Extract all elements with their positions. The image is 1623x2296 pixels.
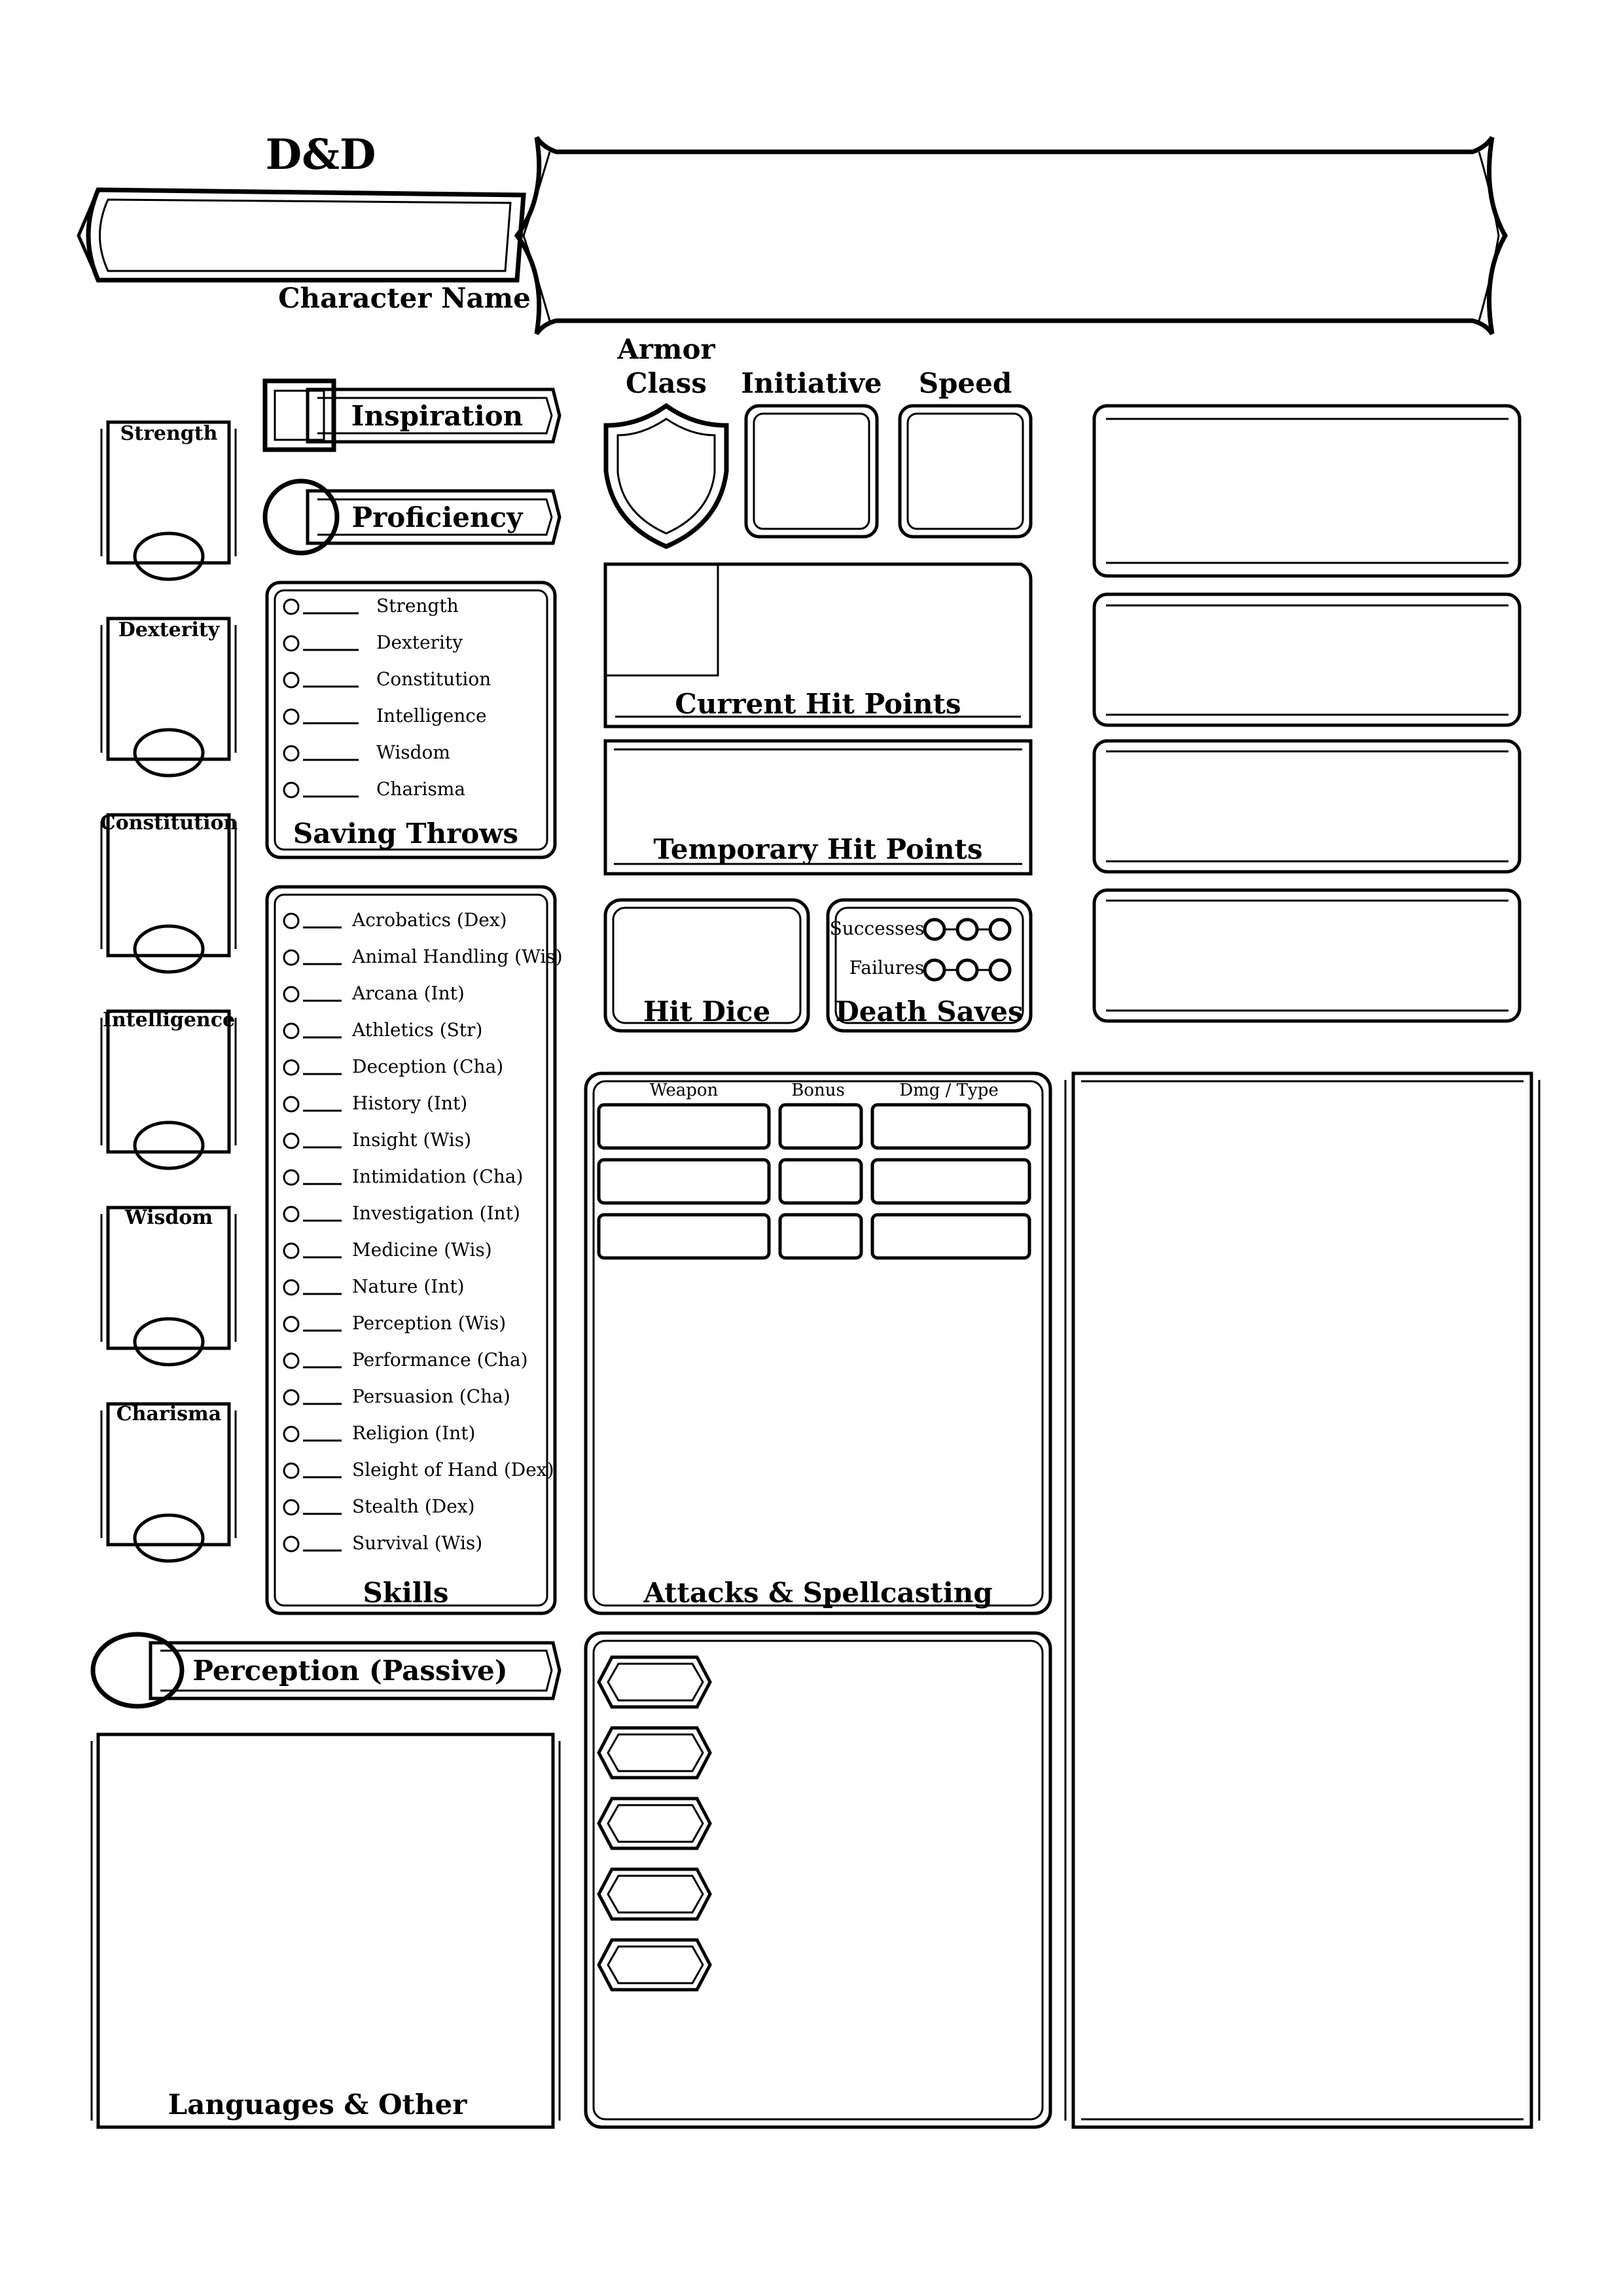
ability-modifier-intelligence[interactable] (135, 1122, 203, 1168)
passive-perception-circle[interactable] (93, 1634, 182, 1706)
skill-row-stealth-dex (284, 1496, 475, 1517)
saving-throw-label-dexterity: Dexterity (376, 632, 463, 653)
attacks-title: Attacks & Spellcasting (643, 1577, 993, 1609)
death-save-failures (925, 960, 1010, 980)
attack-bonus-field-1[interactable] (780, 1105, 861, 1148)
saving-throw-proficiency-constitution[interactable] (284, 673, 298, 687)
skill-label-nature-int: Nature (Int) (352, 1276, 465, 1297)
skill-row-persuasion-cha (284, 1386, 510, 1407)
max-hp-box[interactable] (605, 564, 718, 675)
languages-label: Languages & Other (168, 2089, 467, 2121)
skill-proficiency-nature-int[interactable] (284, 1280, 298, 1295)
death-save-successes (925, 920, 1010, 939)
death-saves-successes-label: Successes (829, 918, 925, 939)
initiative-label: Initiative (741, 367, 882, 399)
saving-throw-label-wisdom: Wisdom (376, 742, 450, 763)
saving-throw-proficiency-dexterity[interactable] (284, 636, 298, 651)
skill-proficiency-history-int[interactable] (284, 1097, 298, 1111)
attack-weapon-field-1[interactable] (599, 1105, 769, 1148)
saving-throws-list (284, 595, 491, 800)
skill-row-intimidation-cha (284, 1166, 523, 1187)
ability-box-dexterity[interactable] (101, 619, 236, 776)
ideals-box[interactable] (1094, 594, 1520, 725)
attacks-col-bonus: Bonus (791, 1081, 845, 1100)
attack-row-2 (599, 1160, 1029, 1203)
currency-coins (599, 1657, 710, 1990)
languages-panel[interactable] (92, 1734, 560, 2127)
skill-label-animal-handling-wis: Animal Handling (Wis) (352, 946, 563, 967)
attack-damage-field-3[interactable] (872, 1215, 1029, 1258)
skill-row-history-int (284, 1092, 467, 1114)
attack-row-3 (599, 1215, 1029, 1258)
speed-box[interactable] (900, 406, 1031, 537)
character-name-label: Character Name (278, 282, 531, 314)
death-save-success-1[interactable] (925, 920, 944, 939)
skill-row-survival-wis (284, 1532, 482, 1554)
skill-proficiency-animal-handling-wis[interactable] (284, 950, 298, 965)
death-save-failure-1[interactable] (925, 960, 944, 980)
attack-bonus-field-3[interactable] (780, 1215, 861, 1258)
attack-weapon-field-3[interactable] (599, 1215, 769, 1258)
attacks-col-damage: Dmg / Type (899, 1081, 999, 1100)
ability-box-strength[interactable] (101, 422, 236, 579)
initiative-box[interactable] (746, 406, 877, 537)
skill-label-performance-cha: Performance (Cha) (352, 1349, 528, 1371)
attacks-notes-area[interactable] (596, 1270, 1041, 1571)
skill-proficiency-perception-wis[interactable] (284, 1317, 298, 1331)
attack-damage-field-2[interactable] (872, 1160, 1029, 1203)
ability-label-dexterity: Dexterity (118, 619, 220, 641)
skill-proficiency-survival-wis[interactable] (284, 1537, 298, 1551)
skill-label-insight-wis: Insight (Wis) (352, 1129, 471, 1151)
character-details-scroll[interactable] (517, 137, 1505, 334)
attacks-panel (586, 1073, 1050, 1613)
armor-class-label-line1: Armor (617, 333, 715, 365)
proficiency-label: Proficiency (351, 501, 523, 533)
dnd-logo: D&D (265, 130, 376, 179)
attack-bonus-field-2[interactable] (780, 1160, 861, 1203)
skill-label-persuasion-cha: Persuasion (Cha) (352, 1386, 510, 1407)
saving-throw-label-strength: Strength (376, 595, 459, 617)
death-saves-failures-label: Failures (849, 957, 925, 978)
armor-class-shield[interactable] (606, 406, 726, 547)
skill-row-athletics-str (284, 1019, 482, 1041)
speed-label: Speed (918, 367, 1012, 399)
attack-weapon-field-2[interactable] (599, 1160, 769, 1203)
saving-throw-proficiency-charisma[interactable] (284, 783, 298, 797)
death-save-success-3[interactable] (990, 920, 1010, 939)
skill-label-history-int: History (Int) (352, 1092, 468, 1114)
skill-proficiency-insight-wis[interactable] (284, 1134, 298, 1148)
skill-proficiency-religion-int[interactable] (284, 1427, 298, 1441)
ability-modifier-wisdom[interactable] (135, 1319, 203, 1365)
skill-label-survival-wis: Survival (Wis) (352, 1532, 483, 1554)
skill-label-religion-int: Religion (Int) (352, 1422, 476, 1444)
skill-row-religion-int (284, 1422, 475, 1444)
skill-label-deception-cha: Deception (Cha) (352, 1056, 504, 1077)
skill-label-intimidation-cha: Intimidation (Cha) (352, 1166, 524, 1187)
skill-label-medicine-wis: Medicine (Wis) (352, 1239, 492, 1261)
death-save-success-2[interactable] (957, 920, 977, 939)
death-save-failure-2[interactable] (957, 960, 977, 980)
skill-label-acrobatics-dex: Acrobatics (Dex) (352, 909, 507, 931)
current-hp-label: Current Hit Points (675, 688, 961, 720)
skills-list (284, 909, 563, 1554)
ability-box-intelligence[interactable] (101, 1009, 236, 1168)
proficiency-bonus-circle[interactable] (265, 481, 337, 553)
ability-column (100, 422, 238, 1561)
skill-label-stealth-dex: Stealth (Dex) (352, 1496, 475, 1517)
skill-proficiency-intimidation-cha[interactable] (284, 1170, 298, 1185)
ability-modifier-dexterity[interactable] (135, 730, 203, 776)
saving-throw-row-charisma (284, 778, 465, 800)
ability-label-constitution: Constitution (99, 812, 238, 834)
saving-throw-row-constitution (284, 668, 491, 690)
ability-box-wisdom[interactable] (101, 1206, 236, 1365)
skill-label-arcana-int: Arcana (Int) (352, 982, 465, 1004)
saving-throw-row-dexterity (284, 632, 463, 653)
armor-class-label-line2: Class (626, 367, 707, 399)
skill-proficiency-investigation-int[interactable] (284, 1207, 298, 1221)
ability-box-charisma[interactable] (101, 1403, 236, 1561)
attack-damage-field-1[interactable] (872, 1105, 1029, 1148)
ability-label-wisdom: Wisdom (124, 1206, 213, 1229)
skill-proficiency-sleight-of-hand-dex[interactable] (284, 1463, 298, 1478)
skill-row-animal-handling-wis (284, 946, 563, 967)
death-save-failure-3[interactable] (990, 960, 1010, 980)
ability-modifier-charisma[interactable] (135, 1515, 203, 1561)
skill-label-sleight-of-hand-dex: Sleight of Hand (Dex) (352, 1459, 554, 1480)
skill-proficiency-stealth-dex[interactable] (284, 1500, 298, 1515)
saving-throw-proficiency-intelligence[interactable] (284, 709, 298, 724)
skill-row-acrobatics-dex (284, 909, 507, 931)
ability-modifier-strength[interactable] (135, 533, 203, 579)
skill-proficiency-medicine-wis[interactable] (284, 1244, 298, 1258)
skill-row-investigation-int (284, 1202, 520, 1224)
saving-throw-proficiency-strength[interactable] (284, 600, 298, 614)
skill-proficiency-persuasion-cha[interactable] (284, 1390, 298, 1405)
skill-row-nature-int (284, 1276, 465, 1297)
attack-row-1 (599, 1105, 1029, 1148)
saving-throw-label-charisma: Charisma (376, 778, 466, 800)
saving-throw-proficiency-wisdom[interactable] (284, 746, 298, 761)
saving-throw-label-intelligence: Intelligence (376, 705, 487, 726)
skill-proficiency-acrobatics-dex[interactable] (284, 914, 298, 928)
skill-proficiency-arcana-int[interactable] (284, 987, 298, 1001)
flaws-box[interactable] (1094, 890, 1520, 1021)
skill-proficiency-performance-cha[interactable] (284, 1354, 298, 1368)
skill-row-performance-cha (284, 1349, 528, 1371)
skill-row-arcana-int (284, 982, 465, 1004)
skill-label-investigation-int: Investigation (Int) (352, 1202, 520, 1224)
skill-label-athletics-str: Athletics (Str) (352, 1019, 483, 1041)
attacks-col-weapon: Weapon (649, 1081, 719, 1100)
saving-throw-row-intelligence (284, 705, 487, 726)
death-saves-label: Death Saves (835, 996, 1024, 1028)
ability-box-constitution[interactable] (100, 812, 238, 972)
skill-row-deception-cha (284, 1056, 503, 1077)
skill-proficiency-athletics-str[interactable] (284, 1024, 298, 1038)
saving-throw-row-wisdom (284, 742, 450, 763)
skill-row-medicine-wis (284, 1239, 492, 1261)
ability-label-intelligence: Intelligence (102, 1009, 236, 1031)
skill-row-insight-wis (284, 1129, 471, 1151)
passive-perception-label: Perception (Passive) (192, 1655, 508, 1687)
skills-title: Skills (363, 1577, 449, 1609)
features-panel[interactable] (1065, 1073, 1539, 2127)
skill-label-perception-wis: Perception (Wis) (352, 1312, 507, 1334)
ability-label-charisma: Charisma (116, 1403, 222, 1426)
hit-dice-label: Hit Dice (643, 996, 771, 1028)
saving-throws-title: Saving Throws (293, 817, 519, 850)
ability-modifier-constitution[interactable] (135, 926, 203, 972)
skill-row-perception-wis (284, 1312, 506, 1334)
character-name-banner[interactable] (79, 190, 524, 280)
skill-proficiency-deception-cha[interactable] (284, 1060, 298, 1075)
ability-label-strength: Strength (120, 422, 218, 445)
saving-throw-label-constitution: Constitution (376, 668, 491, 690)
skill-row-sleight-of-hand-dex (284, 1459, 554, 1480)
inspiration-label: Inspiration (351, 400, 524, 432)
bonds-box[interactable] (1094, 741, 1520, 872)
saving-throw-row-strength (284, 595, 459, 617)
temp-hp-label: Temporary Hit Points (653, 833, 983, 865)
personality-traits-box[interactable] (1094, 406, 1520, 576)
